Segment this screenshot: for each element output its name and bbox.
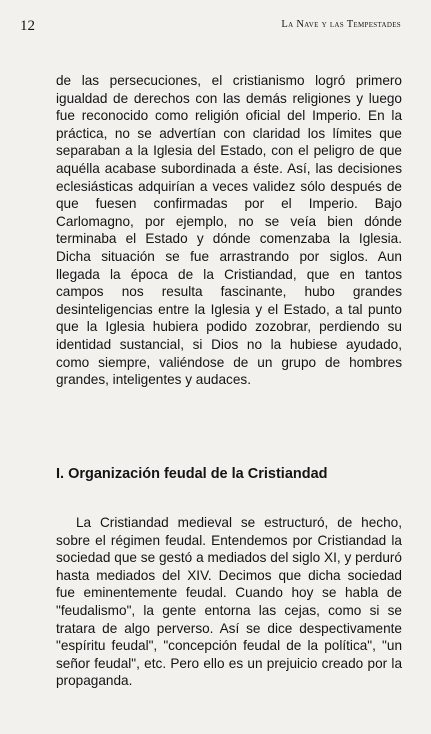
section-heading: I. Organización feudal de la Cristiandad [56,466,328,482]
running-head [20,18,401,38]
body-paragraph: La Cristiandad medieval se estructuró, de hecho, sobre el régimen feudal. Entendemos por Cristiandad la sociedad que se gestó a mediados del siglo XI, y perduró hasta mediados del XIV. Decimos que dicha sociedad fue eminentemente feudal. Cuando hoy se habla de "feudalismo", la gente entorna las cejas, como si se tratara de algo perverso. Así se dice despectivamente "espíritu feudal", "concepción feudal de la política", "un señor feudal", etc. Pero ello es un prejuicio creado por la propaganda. [56,515,402,689]
running-title: La Nave y las Tempestades [281,19,401,30]
page-number: 12 [20,18,35,34]
body-paragraph: de las persecuciones, el cristianismo logró primero igualdad de derechos con las demás religiones y luego fue reconocido como religión oficial del Imperio. En la práctica, no se advertían con claridad los límites que separaban a la Iglesia del Estado, con el peligro de que aquélla acabase subordinada a éste. Así, las decisiones eclesiásticas adquirían a veces validez sólo después de que fuesen confirmadas por el Imperio. Bajo Carlomagno, por ejemplo, no se veía bien dónde terminaba el Estado y dónde comenzaba la Iglesia. Dicha situación se fue arrastrando por siglos. Aun llegada la época de la Cristiandad, que en tantos campos nos resulta fascinante, hubo grandes desinteligencias entre la Iglesia y el Estado, a tal punto que la Iglesia hubiera podido zozobrar, perdiendo su identidad sustancial, si Dios no la hubiese ayudado, como siempre, valiéndose de un grupo de hombres grandes, inteligentes y audaces. [56,73,402,388]
